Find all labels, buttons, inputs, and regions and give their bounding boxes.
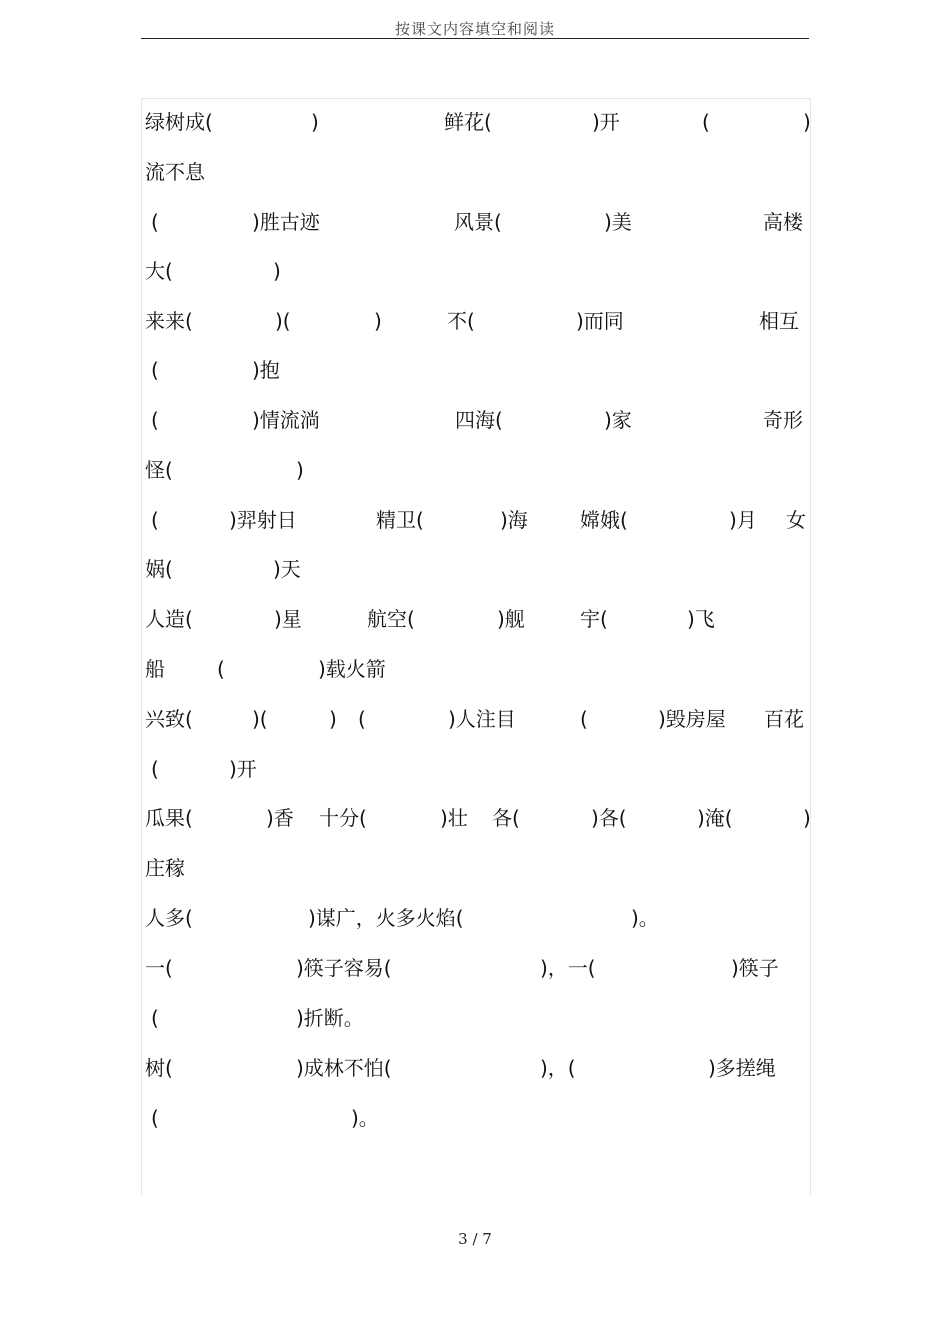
exercise-text-segment: )情流淌 [252, 408, 320, 432]
exercise-text-segment: ( [580, 707, 588, 731]
exercise-text-segment: ( [217, 657, 225, 681]
exercise-text-segment: )抱 [252, 358, 280, 382]
exercise-text-segment: 庄稼 [145, 856, 185, 880]
exercise-text-segment: )，一( [540, 956, 596, 980]
exercise-text-segment: )各( [591, 806, 627, 830]
exercise-text-segment: )舰 [497, 607, 525, 631]
content-frame [141, 98, 811, 1195]
exercise-text-segment: 不( [447, 309, 475, 333]
exercise-text-segment: )羿射日 [229, 508, 297, 532]
exercise-text-segment: ( [702, 110, 710, 134]
exercise-text-segment: 四海( [455, 408, 503, 432]
exercise-text-segment: )人注目 [448, 707, 516, 731]
exercise-text-segment: )而同 [576, 309, 624, 333]
exercise-text-segment: ) [329, 707, 337, 731]
exercise-text-segment: 人多( [145, 906, 193, 930]
exercise-text-segment: ( [151, 757, 159, 781]
exercise-text-segment: )( [252, 707, 268, 731]
exercise-text-segment: )。 [351, 1106, 379, 1130]
exercise-text-segment: ( [151, 408, 159, 432]
exercise-text-segment: 来来( [145, 309, 193, 333]
exercise-text-segment: )( [275, 309, 291, 333]
exercise-text-segment: )香 [266, 806, 294, 830]
exercise-text-segment: )谋广，火多火焰( [308, 906, 464, 930]
exercise-text-segment: )筷子容易( [296, 956, 392, 980]
exercise-text-segment: 女 [786, 508, 806, 532]
exercise-text-segment: )毁房屋 [658, 707, 726, 731]
exercise-text-segment: 兴致( [145, 707, 193, 731]
exercise-text-segment: 十分( [319, 806, 367, 830]
exercise-text-segment: ( [151, 1106, 159, 1130]
page-number: 3 / 7 [458, 1230, 492, 1248]
exercise-text-segment: )多搓绳 [708, 1056, 776, 1080]
exercise-text-segment: )美 [604, 210, 632, 234]
exercise-text-segment: 高楼 [763, 210, 803, 234]
exercise-text-segment: )飞 [687, 607, 715, 631]
exercise-text-segment: 各( [492, 806, 520, 830]
exercise-text-segment: 风景( [454, 210, 502, 234]
exercise-text-segment: ) [803, 806, 811, 830]
exercise-text-segment: ) [803, 110, 811, 134]
exercise-text-segment: )。 [631, 906, 659, 930]
page-header-title: 按课文内容填空和阅读 [394, 20, 555, 38]
exercise-text-segment: )壮 [440, 806, 468, 830]
exercise-text-segment: )星 [274, 607, 302, 631]
exercise-text-segment: )折断。 [296, 1006, 364, 1030]
exercise-text-segment: 百花 [764, 707, 804, 731]
header-rule [141, 38, 809, 39]
exercise-text-segment: ( [151, 508, 159, 532]
exercise-text-segment: 宇( [580, 607, 608, 631]
exercise-text-segment: 怪( [145, 458, 173, 482]
exercise-text-segment: 流不息 [145, 160, 205, 184]
exercise-text-segment: ( [358, 707, 366, 731]
exercise-text-segment: )开 [229, 757, 257, 781]
exercise-text-segment: )家 [604, 408, 632, 432]
exercise-text-segment: )月 [729, 508, 757, 532]
exercise-text-segment: 树( [145, 1056, 173, 1080]
exercise-text-segment: 人造( [145, 607, 193, 631]
exercise-text-segment: 鲜花( [444, 110, 492, 134]
exercise-text-segment: 大( [145, 259, 173, 283]
exercise-text-segment: ) [273, 259, 281, 283]
exercise-text-segment: 瓜果( [145, 806, 193, 830]
exercise-text-segment: ( [151, 210, 159, 234]
exercise-text-segment: )天 [273, 557, 301, 581]
exercise-text-segment: 精卫( [376, 508, 424, 532]
exercise-text-segment: )，( [540, 1056, 576, 1080]
exercise-text-segment: 娲( [145, 557, 173, 581]
exercise-text-segment: )淹( [697, 806, 733, 830]
exercise-text-segment: )成林不怕( [296, 1056, 392, 1080]
exercise-text-segment: 嫦娥( [580, 508, 628, 532]
exercise-text-segment: 相互 [759, 309, 799, 333]
exercise-text-segment: ) [374, 309, 382, 333]
exercise-text-segment: )载火箭 [318, 657, 386, 681]
exercise-text-segment: 一( [145, 956, 173, 980]
exercise-text-segment: ) [296, 458, 304, 482]
exercise-text-segment: ( [151, 358, 159, 382]
exercise-text-segment: )筷子 [731, 956, 779, 980]
exercise-text-segment: 船 [145, 657, 165, 681]
exercise-text-segment: 航空( [367, 607, 415, 631]
exercise-text-segment: )海 [500, 508, 528, 532]
exercise-text-segment: ) [311, 110, 319, 134]
exercise-text-segment: 绿树成( [145, 110, 213, 134]
exercise-text-segment: )开 [592, 110, 620, 134]
exercise-text-segment: )胜古迹 [252, 210, 320, 234]
exercise-text-segment: ( [151, 1006, 159, 1030]
exercise-text-segment: 奇形 [763, 408, 803, 432]
